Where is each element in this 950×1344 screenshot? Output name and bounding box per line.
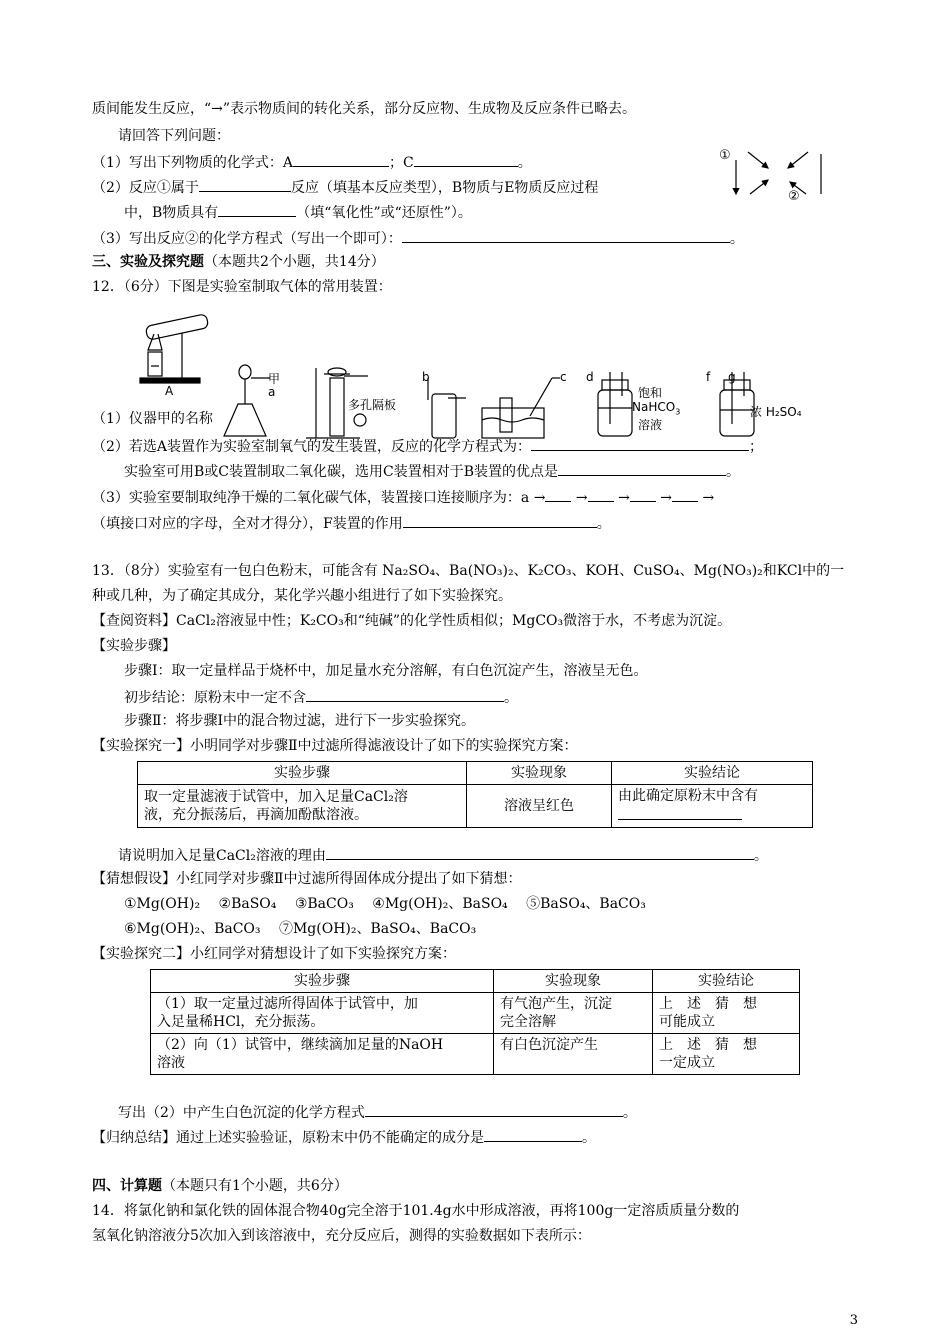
answer-blank[interactable] — [218, 202, 296, 217]
label-porous-plate: 多孔隔板 — [348, 398, 397, 412]
answer-blank[interactable] — [306, 687, 504, 702]
label-nahco3-1: 饱和 — [638, 386, 663, 400]
label-h2so4: 浓 H₂SO₄ — [750, 405, 802, 419]
table-row — [138, 785, 813, 828]
q13-step1: 步骤Ⅰ：取一定量样品于烧杯中，加足量水充分溶解，有白色沉淀产生，溶液呈无色。 — [124, 663, 648, 679]
answer-blank[interactable] — [365, 1102, 623, 1117]
answer-blank[interactable] — [558, 461, 726, 476]
label-c: c — [560, 370, 567, 384]
table-cell-step: 取一定量滤液于试管中，加入足量CaCl₂溶 液，充分振荡后，再滴加酚酞溶液。 — [138, 785, 467, 828]
table-cell-conclusion: 上 述 猜 想 可能成立 — [653, 993, 800, 1034]
q13-steps-tag: 【实验步骤】 — [92, 638, 176, 654]
label-jia: 甲 — [268, 372, 281, 386]
table-cell-step: （1）取一定量过滤所得固体于试管中，加 入足量稀HCl，充分振荡。 — [151, 993, 494, 1034]
table-header-row — [151, 970, 800, 993]
answer-blank[interactable] — [414, 152, 518, 167]
q11-part3: （3）写出反应②的化学方程式（写出一个即可）： 。 — [92, 228, 744, 248]
section4-heading: 四、计算题（本题只有1个小题，共6分） — [92, 1178, 348, 1194]
table-cell-conclusion: 由此确定原粉末中含有 — [612, 785, 813, 828]
table-header: 实验结论 — [612, 762, 813, 785]
table-cell-conclusion: 上 述 猜 想 一定成立 — [653, 1034, 800, 1075]
q12-part1: （1）仪器甲的名称 — [92, 411, 213, 427]
table-header: 实验结论 — [653, 970, 800, 993]
answer-blank[interactable] — [326, 845, 754, 860]
q13-conclusion1: 初步结论：原粉末中一定不含 。 — [124, 687, 518, 707]
q12-part3: （3）实验室要制取纯净干燥的二氧化碳气体，装置接口连接顺序为：a → → → → → — [92, 487, 714, 507]
q13-stem-2: 种或几种，为了确定其成分，某化学兴趣小组进行了如下实验探究。 — [92, 588, 512, 604]
label-b: b — [422, 370, 430, 384]
answer-blank[interactable] — [588, 487, 614, 502]
q13-guess-line2: ⑥Mg(OH)₂、BaCO₃ ⑦Mg(OH)₂、BaSO₄、BaCO₃ — [124, 921, 477, 937]
apparatus-b — [224, 365, 270, 436]
table-cell-phenomenon: 有白色沉淀产生 — [494, 1034, 653, 1075]
table-header-row — [138, 762, 813, 785]
q14-line1: 14．将氯化钠和氯化铁的固体混合物40g完全溶于101.4g水中形成溶液，再将100g一定溶质质量分数的 — [92, 1203, 740, 1219]
arrow-diag — [748, 152, 768, 168]
apparatus-e — [482, 378, 560, 438]
diagram-label-1: ① — [719, 148, 731, 163]
answer-blank[interactable] — [531, 436, 749, 451]
apparatus-f — [598, 372, 632, 436]
table-cell-phenomenon: 有气泡产生，沉淀 完全溶解 — [494, 993, 653, 1034]
answer-blank[interactable] — [402, 228, 730, 243]
q13-reason: 请说明加入足量CaCl₂溶液的理由 。 — [118, 845, 768, 865]
table-header: 实验现象 — [494, 970, 653, 993]
q13-step2: 步骤Ⅱ：将步骤Ⅰ中的混合物过滤，进行下一步实验探究。 — [124, 713, 476, 729]
q11-please: 请回答下列问题： — [118, 128, 230, 144]
table-header: 实验步骤 — [151, 970, 494, 993]
answer-blank[interactable] — [293, 152, 389, 167]
section3-heading: 三、实验及探究题（本题共2个小题，共14分） — [92, 254, 385, 270]
label-nahco3-2: NaHCO$_3$ — [632, 400, 681, 417]
answer-blank[interactable] — [545, 487, 571, 502]
q13-exp2: 【实验探究二】小红同学对猜想设计了如下实验探究方案： — [92, 946, 456, 962]
table-cell-step: （2）向（1）试管中，继续滴加足量的NaOH 溶液 — [151, 1034, 494, 1075]
table-row — [151, 1034, 800, 1075]
diagram-label-2: ② — [788, 189, 800, 204]
q13-info: 【查阅资料】CaCl₂溶液显中性；K₂CO₃和“纯碱”的化学性质相似；MgCO₃微溶于水，不考虑为沉淀。 — [92, 613, 732, 629]
q12-part2: （2）若选A装置作为实验室制氧气的发生装置，反应的化学方程式为： ； — [92, 436, 763, 456]
answer-blank[interactable] — [403, 513, 597, 528]
q13-write-equation: 写出（2）中产生白色沉淀的化学方程式 。 — [118, 1102, 637, 1122]
answer-blank[interactable] — [630, 487, 656, 502]
answer-blank[interactable] — [672, 487, 698, 502]
label-f: f — [706, 370, 711, 384]
table-experiment-2 — [150, 969, 800, 1075]
q14-line2: 氢氧化钠溶液分5次加入到该溶液中，充分反应后，测得的实验数据如下表所示： — [92, 1228, 591, 1244]
q13-summary: 【归纳总结】通过上述实验验证，原粉末中仍不能确定的成分是 。 — [92, 1127, 596, 1147]
q12-part3b: （填接口对应的字母，全对才得分），F装置的作用 。 — [92, 513, 611, 533]
q12-part2b: 实验室可用B或C装置制取二氧化碳，选用C装置相对于B装置的优点是 。 — [124, 461, 740, 481]
page-number: 3 — [849, 1313, 858, 1328]
label-nahco3-3: 溶液 — [638, 418, 663, 432]
apparatus-g — [720, 372, 754, 436]
q11-part1: （1）写出下列物质的化学式：A ；C 。 — [92, 152, 532, 172]
apparatus-a — [140, 314, 209, 383]
answer-blank[interactable] — [484, 1127, 582, 1142]
label-d: d — [586, 370, 594, 384]
q13-guess: 【猜想假设】小红同学对步骤Ⅱ中过滤所得固体成分提出了如下猜想： — [92, 871, 522, 887]
table-header: 实验步骤 — [138, 762, 467, 785]
q11-intro: 质间能发生反应，“→”表示物质间的转化关系，部分反应物、生成物及反应条件已略去。 — [92, 101, 637, 117]
table-cell-phenomenon: 溶液呈红色 — [467, 785, 612, 828]
label-g: g — [728, 370, 736, 384]
answer-blank[interactable] — [199, 177, 291, 192]
table-header: 实验现象 — [467, 762, 612, 785]
q13-stem-1: 13．（8分）实验室有一包白色粉末，可能含有 Na₂SO₄、Ba(NO₃)₂、K₂CO₃、KOH、CuSO₄、Mg(NO₃)₂和KCl中的一 — [92, 563, 845, 579]
arrow-diag — [750, 180, 768, 194]
arrow-diag — [788, 152, 808, 168]
label-a-apparatus: A — [165, 384, 174, 398]
label-a: a — [268, 385, 276, 399]
q11-part2-cont: 中，B物质具有 （填“氧化性”或“还原性”）。 — [124, 202, 472, 222]
table-experiment-1 — [137, 761, 813, 828]
q12-stem: 12．（6分）下图是实验室制取气体的常用装置： — [92, 279, 392, 295]
table-row — [151, 993, 800, 1034]
apparatus-d — [428, 378, 466, 438]
answer-blank[interactable] — [618, 805, 742, 820]
q11-part2: （2）反应①属于 反应（填基本反应类型），B物质与E物质反应过程 — [92, 177, 598, 197]
q13-guess-line1: ①Mg(OH)₂ ②BaSO₄ ③BaCO₃ ④Mg(OH)₂、BaSO₄ ⑤BaSO₄、BaCO₃ — [124, 896, 646, 912]
q13-exp1: 【实验探究一】小明同学对步骤Ⅱ中过滤所得滤液设计了如下的实验探究方案： — [92, 738, 578, 754]
